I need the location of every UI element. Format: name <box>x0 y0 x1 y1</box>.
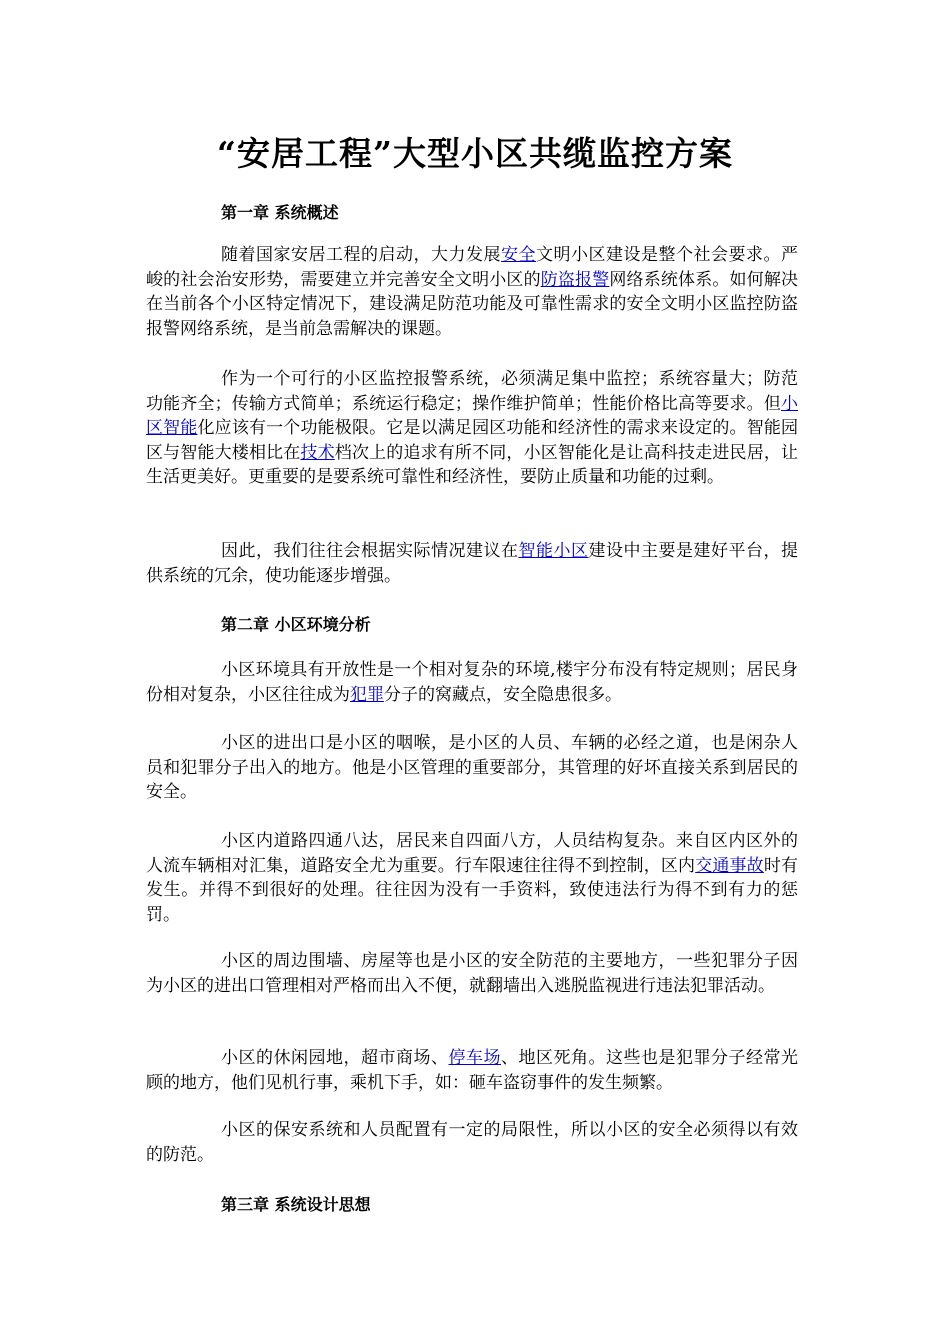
link-traffic-accident[interactable]: 交通事故 <box>695 855 764 876</box>
chapter-heading-1: 第一章 系统概述 <box>221 203 339 222</box>
paragraph-2: 作为一个可行的小区监控报警系统，必须满足集中监控；系统容量大；防范功能齐全；传输方式简单；系统运行稳定；操作维护简单；性能价格比高等要求。但小区智能化应该有一个功能极限。它是以满足园区功能和经济性的需求来设定的。智能园区与智能大楼相比在技术档次上的追求有所不同，小区智能化是让高科技走进民居，让生活更美好。更重要的是要系统可靠性和经济性，要防止质量和功能的过剩。 <box>146 369 799 488</box>
page-title: “安居工程”大型小区共缆监控方案 <box>217 134 733 173</box>
paragraph-9: 小区的保安系统和人员配置有一定的局限性，所以小区的安全必须得以有效的防范。 <box>146 1120 798 1165</box>
paragraph-3: 因此，我们往往会根据实际情况建议在智能小区建设中主要是建好平台，提供系统的冗余，使功能逐步增强。 <box>146 541 798 586</box>
link-smart-community[interactable]: 智能小区 <box>518 541 589 561</box>
paragraph-1: 随着国家安居工程的启动，大力发展安全文明小区建设是整个社会要求。严峻的社会治安形势，需要建立并完善安全文明小区的防盗报警网络系统体系。如何解决在当前各个小区特定情况下，建设满足防范功能及可靠性需求的安全文明小区监控防盗报警网络系统，是当前急需解决的课题。 <box>146 245 799 339</box>
link-community-intelligence[interactable]: 小区智能 <box>146 393 798 439</box>
paragraph-4: 小区环境具有开放性是一个相对复杂的环境,楼宇分布没有特定规则；居民身份相对复杂，小区往往成为犯罪分子的窝藏点，安全隐患很多。 <box>146 660 798 705</box>
paragraph-7: 小区的周边围墙、房屋等也是小区的安全防范的主要地方，一些犯罪分子因为小区的进出口管理相对严格而出入不便，就翻墙出入逃脱监视进行违法犯罪活动。 <box>146 951 798 996</box>
link-burglar-alarm[interactable]: 防盗报警 <box>540 269 610 290</box>
paragraph-6: 小区内道路四通八达，居民来自四面八方，人员结构复杂。来自区内区外的人流车辆相对汇集，道路安全尤为重要。行车限速往往得不到控制，区内交通事故时有发生。并得不到很好的处理。往往因为没有一手资料，致使违法行为得不到有力的惩罚。 <box>146 831 799 925</box>
link-crime[interactable]: 犯罪 <box>350 684 384 705</box>
link-parking-lot[interactable]: 停车场 <box>448 1048 501 1068</box>
paragraph-5: 小区的进出口是小区的咽喉，是小区的人员、车辆的必经之道，也是闲杂人员和犯罪分子出入的地方。他是小区管理的重要部分，其管理的好坏直接关系到居民的安全。 <box>146 733 798 803</box>
paragraph-8: 小区的休闲园地，超市商场、停车场、地区死角。这些也是犯罪分子经常光顾的地方，他们见机行事，乘机下手，如：砸车盗窃事件的发生频繁。 <box>146 1048 798 1093</box>
link-security[interactable]: 安全 <box>501 245 536 265</box>
chapter-heading-2: 第二章 小区环境分析 <box>221 615 371 634</box>
chapter-heading-3: 第三章 系统设计思想 <box>221 1195 371 1214</box>
link-technology[interactable]: 技术 <box>300 442 335 463</box>
